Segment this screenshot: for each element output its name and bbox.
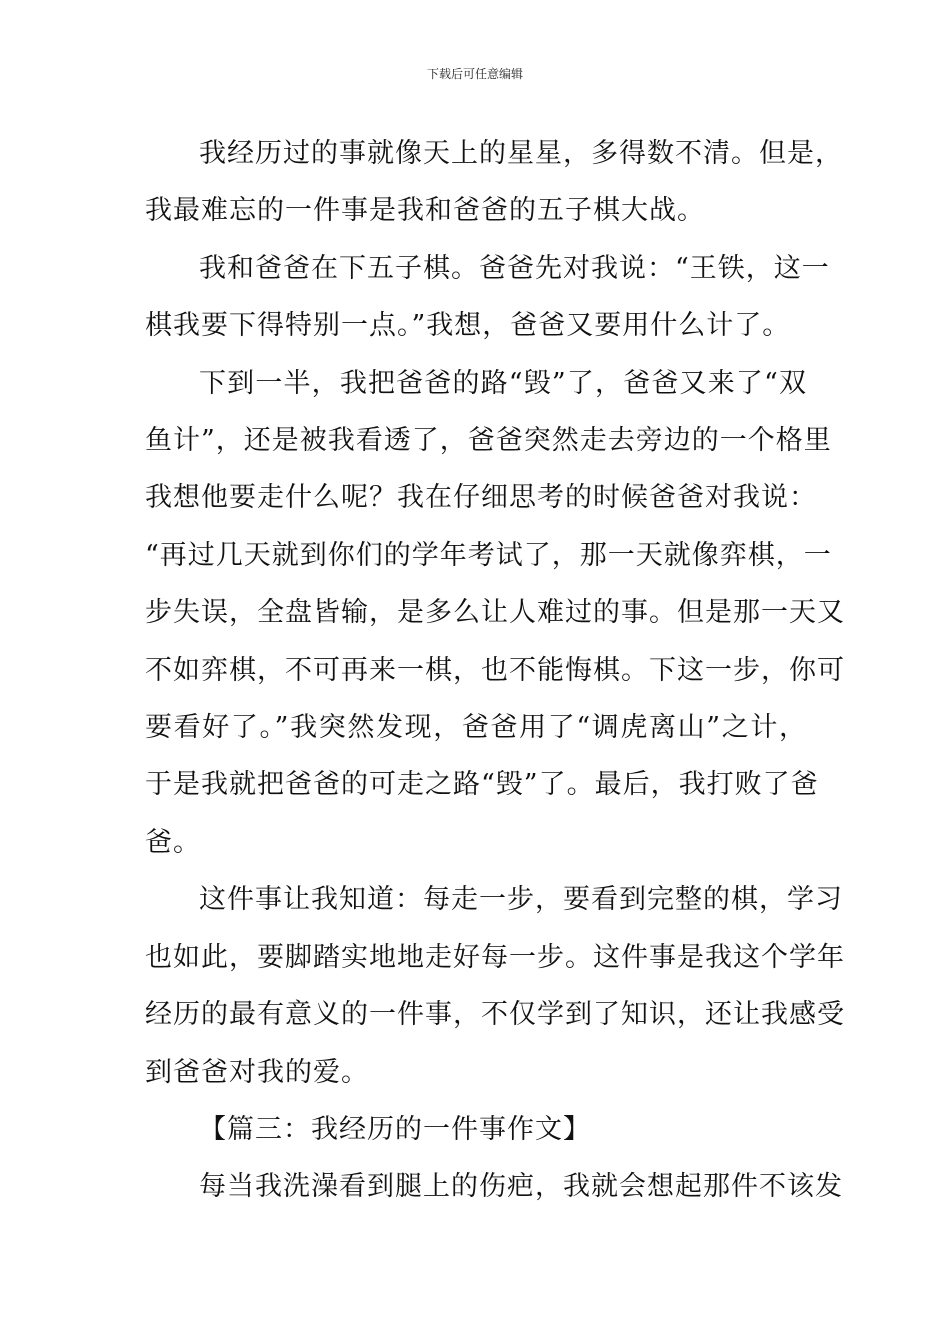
text-line: 经历的最有意义的一件事，不仅学到了知识，还让我感受 [145,999,845,1031]
text-line: 步失误，全盘皆输，是多么让人难过的事。但是那一天又 [145,597,845,629]
page-header: 下载后可任意编辑 [426,67,523,81]
text-line: 我经历过的事就像天上的星星，多得数不清。但是， [199,138,843,169]
text-line: 要看好了。”我突然发现，爸爸用了“调虎离山”之计， [145,712,807,744]
text-line: 我和爸爸在下五子棋。爸爸先对我说：“王铁，这一 [199,252,830,284]
paragraph-4 [145,871,845,1101]
text-line: 不如弈棋，不可再来一棋，也不能悔棋。下这一步，你可 [145,654,845,686]
text-line: “再过几天就到你们的学年考试了，那一天就像弈棋，一 [145,539,832,571]
text-line: 我想他要走什么呢？我在仔细思考的时候爸爸对我说： [145,482,817,514]
text-line: 到爸爸对我的爱。 [145,1056,369,1088]
text-line: 下到一半，我把爸爸的路“毁”了，爸爸又来了“双 [199,367,807,399]
text-line: 棋我要下得特别一点。”我想，爸爸又要用什么计了。 [145,310,791,342]
text-line: 我最难忘的一件事是我和爸爸的五子棋大战。 [145,195,705,227]
text-line: 爸。 [145,826,201,858]
paragraph-1 [145,125,843,240]
text-line: 于是我就把爸爸的可走之路“毁”了。最后，我打败了爸 [145,769,819,801]
text-line: 也如此，要脚踏实地地走好每一步。这件事是我这个学年 [145,941,845,973]
text-line: 鱼计”，还是被我看透了，爸爸突然走去旁边的一个格里 [145,425,832,457]
section-heading: 【篇三：我经历的一件事作文】 [199,1113,591,1145]
text-line: 这件事让我知道：每走一步，要看到完整的棋，学习 [199,884,843,916]
paragraph-3 [145,355,845,872]
closing-paragraph [145,1158,843,1215]
document-body [145,125,845,1216]
text-line: 每当我洗澡看到腿上的伤疤，我就会想起那件不该发 [199,1171,843,1203]
paragraph-2 [145,240,830,355]
